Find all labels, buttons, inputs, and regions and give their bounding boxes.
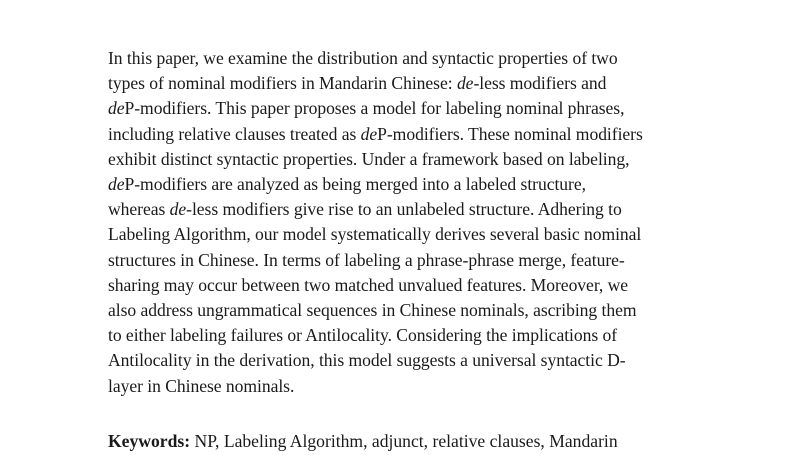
- text-run: to either labeling failures or Antilocality. Considering the implications of: [108, 325, 618, 346]
- text-run: structures in Chinese. In terms of labeling a phrase-phrase merge, feature-: [108, 249, 625, 270]
- text-run: including relative clauses treated as: [108, 123, 361, 144]
- abstract-line: [108, 222, 708, 247]
- text-run: -less modifiers and: [473, 73, 607, 94]
- abstract-line: [108, 374, 708, 399]
- keywords-line: [108, 429, 748, 454]
- italic-term: de: [456, 73, 474, 94]
- text-run: sharing may occur between two matched unvalued features. Moreover, we: [108, 274, 629, 295]
- abstract-line: [108, 147, 708, 172]
- text-run: -less modifiers give rise to an unlabeled structure. Adhering to: [186, 199, 622, 220]
- abstract-line: [108, 323, 708, 348]
- text-run: Labeling Algorithm, our model systematically derives several basic nominal: [108, 224, 642, 245]
- abstract-line: [108, 248, 708, 273]
- text-run: P-modifiers are analyzed as being merged into a labeled structure,: [124, 174, 586, 195]
- abstract-line: [108, 197, 708, 222]
- abstract-line: [108, 273, 708, 298]
- abstract-line: [108, 298, 708, 323]
- abstract-line: [108, 46, 708, 71]
- text-run: layer in Chinese nominals.: [108, 375, 295, 396]
- keywords-label: Keywords:: [108, 431, 191, 451]
- italic-term: de: [360, 123, 378, 144]
- abstract-line: [108, 96, 708, 121]
- text-run: In this paper, we examine the distribution and syntactic properties of two: [108, 48, 618, 68]
- italic-term: de: [108, 174, 125, 195]
- text-run: P-modifiers. These nominal modifiers: [377, 123, 643, 144]
- abstract-line: [108, 71, 708, 96]
- abstract-paragraph: [108, 46, 708, 399]
- abstract-line: [108, 122, 708, 147]
- keywords-text: NP, Labeling Algorithm, adjunct, relative clauses, Mandarin: [190, 431, 618, 451]
- abstract-line: [108, 348, 708, 373]
- abstract-line: [108, 172, 708, 197]
- text-run: exhibit distinct syntactic properties. Under a framework based on labeling,: [108, 148, 630, 169]
- text-run: types of nominal modifiers in Mandarin Chinese:: [108, 73, 457, 94]
- italic-term: de: [169, 199, 187, 220]
- text-run: P-modifiers. This paper proposes a model for labeling nominal phrases,: [124, 98, 625, 119]
- text-run: whereas: [108, 199, 170, 220]
- text-run: Antilocality in the derivation, this model suggests a universal syntactic D-: [108, 350, 626, 371]
- text-run: also address ungrammatical sequences in Chinese nominals, ascribing them: [108, 300, 637, 321]
- italic-term: de: [108, 98, 125, 119]
